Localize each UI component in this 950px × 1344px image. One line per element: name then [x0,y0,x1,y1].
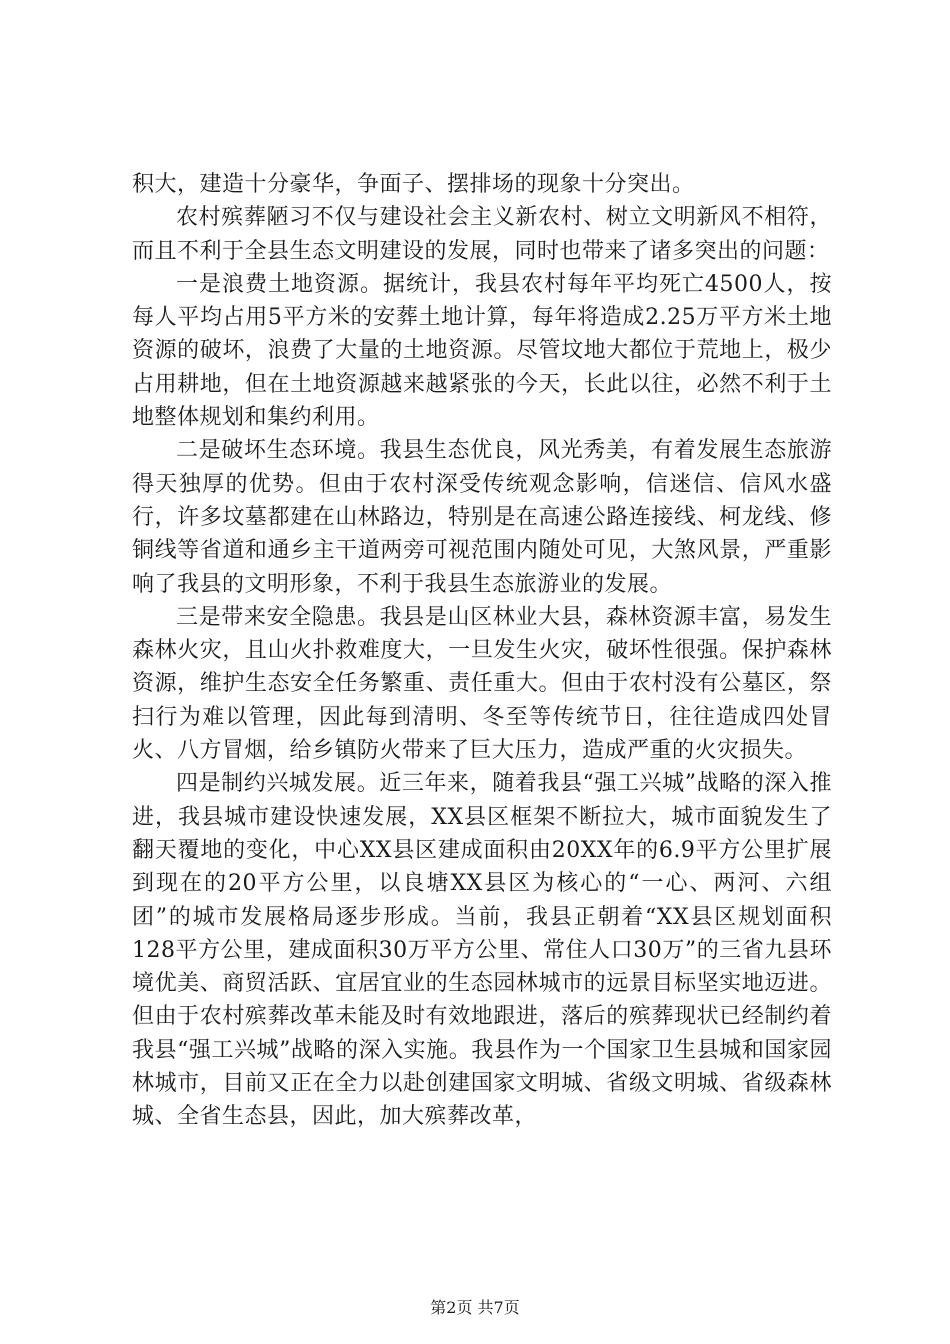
paragraph-ecology: 二是破坏生态环境。我县生态优良，风光秀美，有着发展生态旅游得天独厚的优势。但由于农村深受传统观念影响，信迷信、信风水盛行，许多坟墓都建在山林路边，特别是在高速公路连接线、柯龙线、修铜线等省道和通乡主干道两旁可视范围内随处可见，大煞风景，严重影响了我县的文明形象，不利于我县生态旅游业的发展。 [132,438,832,597]
document-body [132,168,832,1134]
paragraph-safety: 三是带来安全隐患。我县是山区林业大县，森林资源丰富，易发生森林火灾，且山火扑救难度大，一旦发生火灾，破坏性很强。保护森林资源，维护生态安全任务繁重、责任重大。但由于农村没有公墓区，祭扫行为难以管理，因此每到清明、冬至等传统节日，往往造成四处冒火、八方冒烟，给乡镇防火带来了巨大压力，造成严重的火灾损失。 [132,604,832,764]
paragraph-continuation: 积大，建造十分豪华，争面子、摆排场的现象十分突出。 [132,172,695,197]
paragraph-land-resources: 一是浪费土地资源。据统计，我县农村每年平均死亡4500人，按每人平均占用5平方米的安葬土地计算，每年将造成2.25万平方米土地资源的破坏，浪费了大量的土地资源。尽管坟地大都位于荒地上，极少占用耕地，但在土地资源越来越紧张的今天，长此以往，必然不利于土地整体规划和集约利用。 [132,271,832,431]
paragraph-intro: 农村殡葬陋习不仅与建设社会主义新农村、树立文明新风不相符，而且不利于全县生态文明建设的发展，同时也带来了诸多突出的问题： [132,205,832,264]
page-footer: 第2页 共7页 [430,1298,520,1317]
paragraph-city-development: 四是制约兴城发展。近三年来，随着我县“强工兴城”战略的深入推进，我县城市建设快速发展，XX县区框架不断拉大，城市面貌发生了翻天覆地的变化，中心XX县区建成面积由20XX年的6.9平方公里扩展到现在的20平方公里，以良塘XX县区为核心的“一心、两河、六组团”的城市发展格局逐步形成。当前，我县正朝着“XX县区规划面积128平方公里，建成面积30万平方公里、常住人口30万”的三省九县环境优美、商贸活跃、宜居宜业的生态园林城市的远景目标坚实地迈进。但由于农村殡葬改革未能及时有效地跟进，落后的殡葬现状已经制约着我县“强工兴城”战略的深入实施。我县作为一个国家卫生县城和国家园林城市，目前又正在全力以赴创建国家文明城、省级文明城、省级森林城、全省生态县，因此，加大殡葬改革， [132,771,832,1130]
